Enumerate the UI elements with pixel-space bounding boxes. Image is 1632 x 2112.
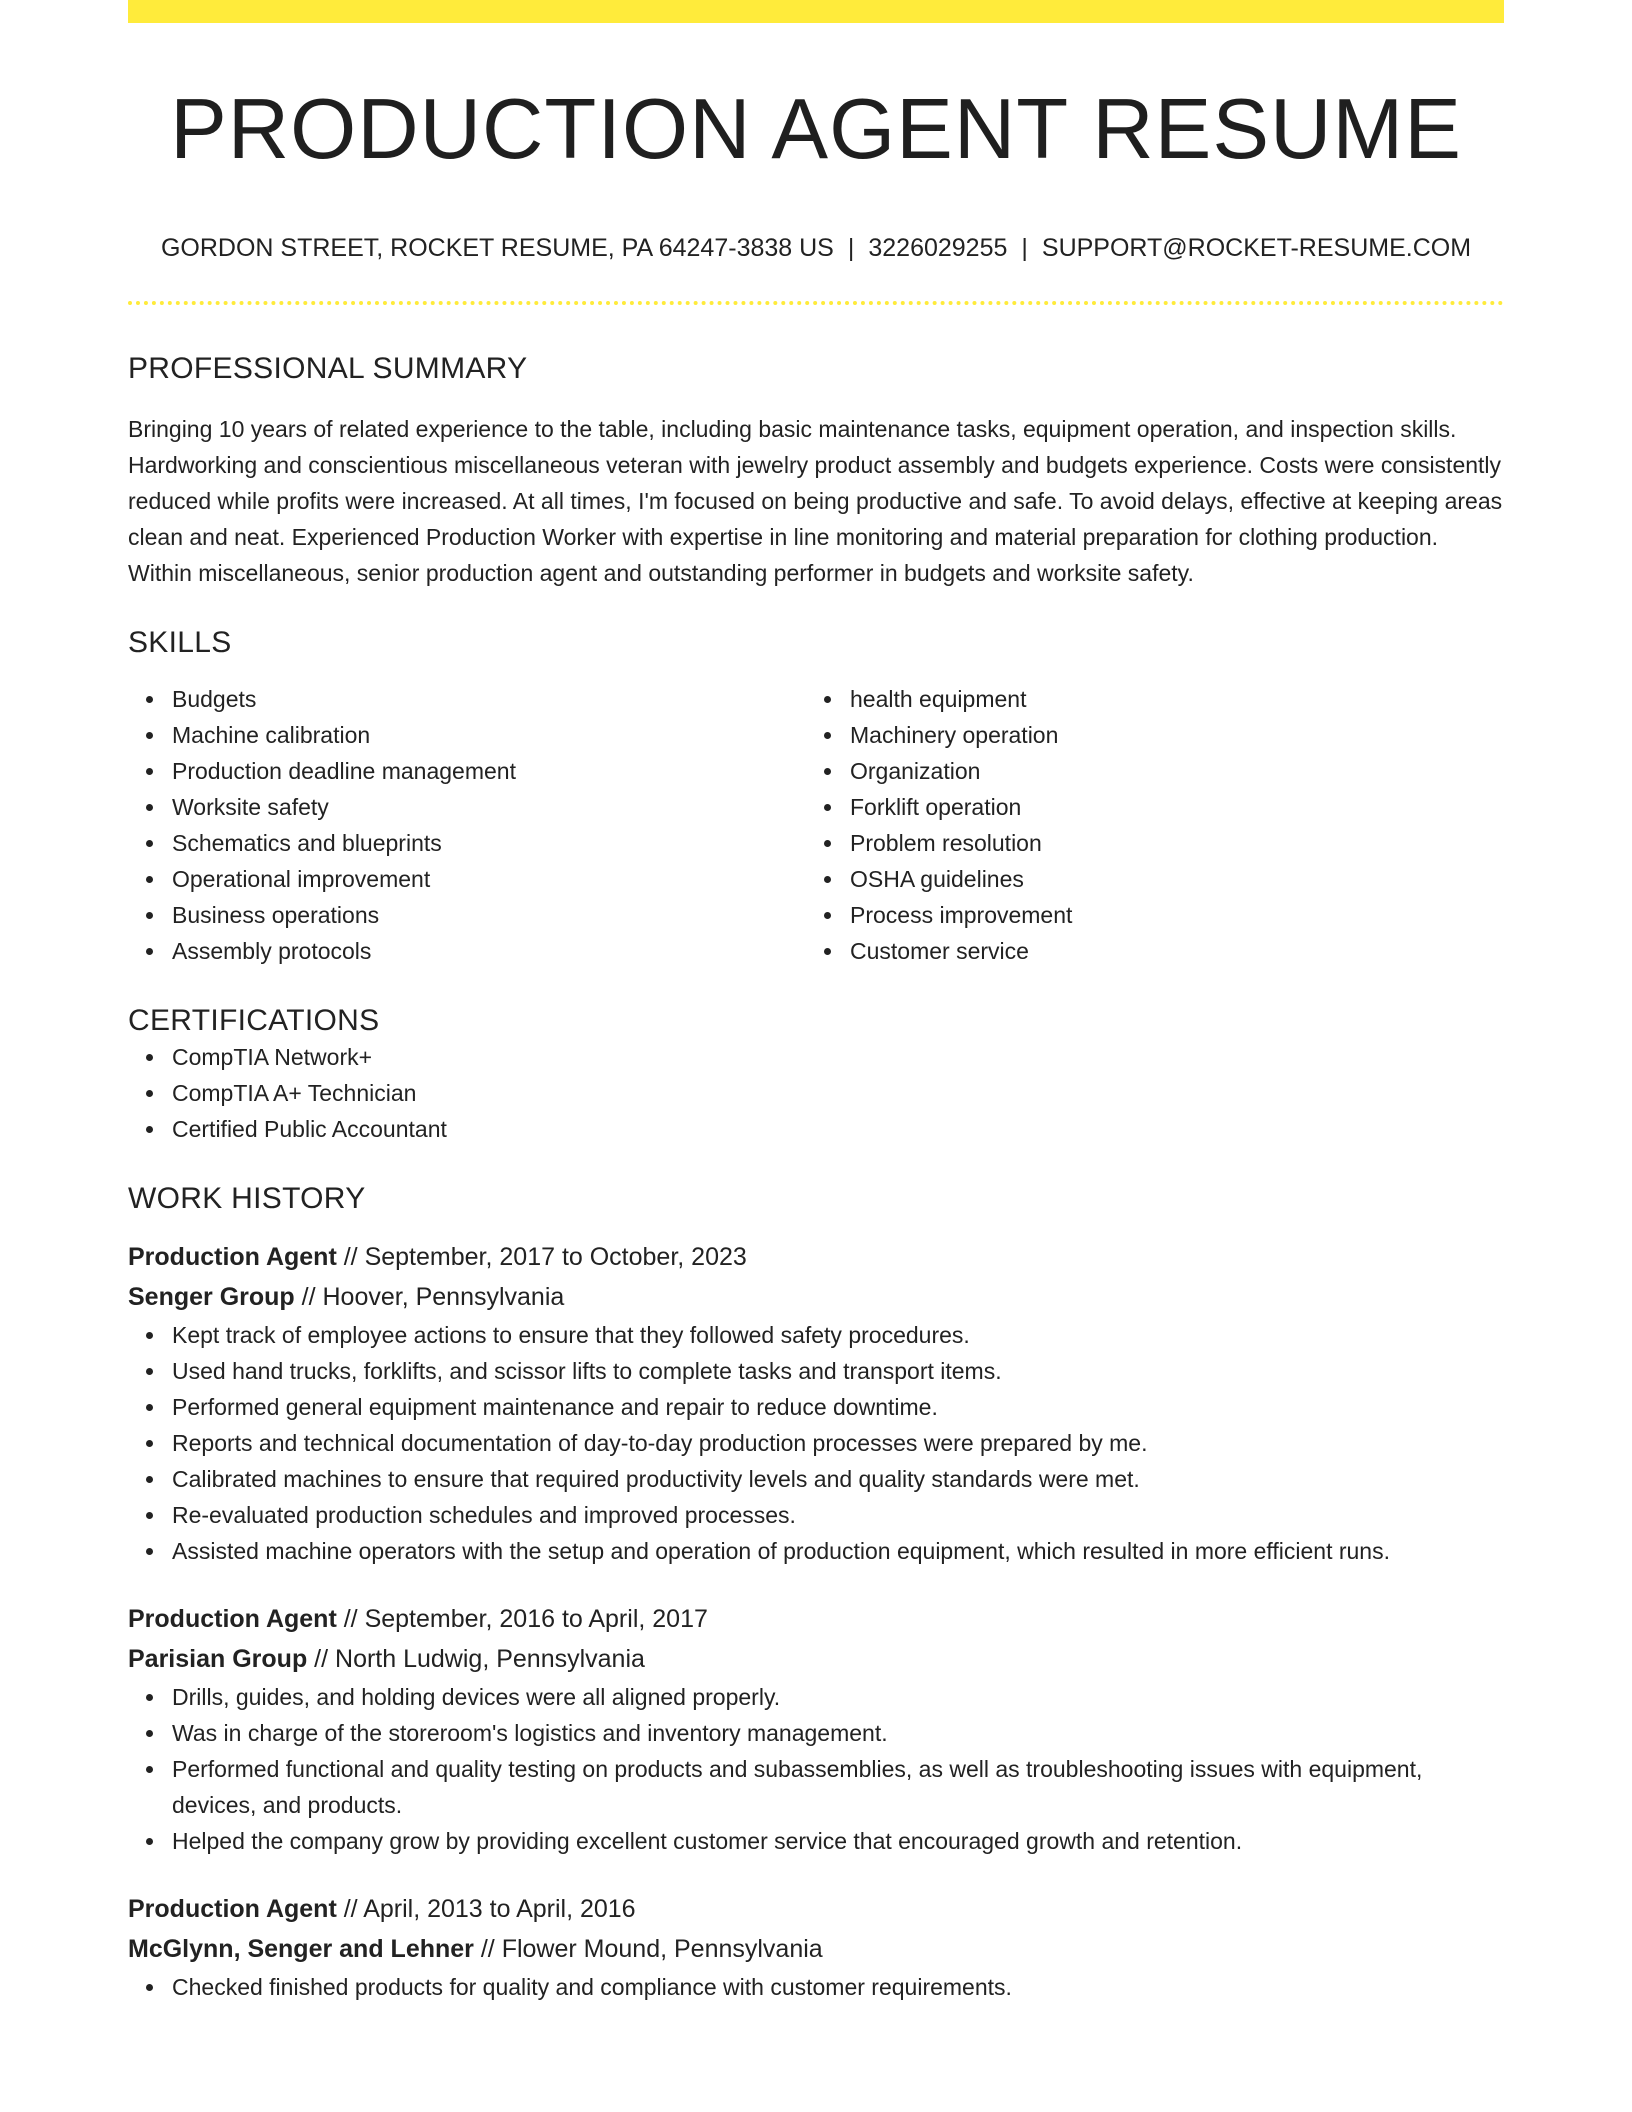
job-duty: Used hand trucks, forklifts, and scissor lifts to complete tasks and transport items. (172, 1353, 1504, 1389)
contact-address: GORDON STREET, ROCKET RESUME, PA 64247-3838 US (160, 233, 834, 262)
certifications-list (128, 1039, 1504, 1147)
job-title-line (128, 1237, 1504, 1277)
skills-grid (128, 681, 1504, 969)
contact-separator: | (1021, 233, 1028, 262)
job-duty: Performed general equipment maintenance and repair to reduce downtime. (172, 1389, 1504, 1425)
skills-heading: SKILLS (128, 625, 232, 659)
skill-item: Process improvement (850, 897, 1484, 933)
job-divider: // (294, 1282, 323, 1311)
job-duty: Re-evaluated production schedules and improved processes. (172, 1497, 1504, 1533)
job-divider: // (336, 1894, 364, 1923)
job-duties (128, 1317, 1504, 1569)
job-duty: Performed functional and quality testing on products and subassemblies, as well as troubleshooting issues with equipment, devices, and products. (172, 1751, 1504, 1823)
job-dates: April, 2013 to April, 2016 (363, 1894, 636, 1923)
contact-phone: 3226029255 (868, 233, 1008, 262)
job-entry (128, 1599, 1504, 1859)
skill-item: Budgets (172, 681, 806, 717)
job-title-line (128, 1599, 1504, 1639)
job-duty: Helped the company grow by providing excellent customer service that encouraged growth and retention. (172, 1823, 1504, 1859)
certification-item: CompTIA Network+ (172, 1039, 1504, 1075)
contact-email: SUPPORT@ROCKET-RESUME.COM (1041, 233, 1472, 262)
job-company-line (128, 1929, 1504, 1969)
summary-text: Bringing 10 years of related experience to the table, including basic maintenance tasks, equipment operation, and inspection skills. Hardworking and conscientious miscellaneous veteran with jewelry product assembly and budgets experience. Costs were consistently reduced while profits were increased. At all times, I'm focused on being productive and safe. To avoid delays, effective at keeping areas clean and neat. Experienced Production Worker with expertise in line monitoring and material preparation for clothing production. Within miscellaneous, senior production agent and outstanding performer in budgets and worksite safety. (128, 415, 1503, 586)
skill-item: health equipment (850, 681, 1484, 717)
job-title: Production Agent (128, 1242, 337, 1271)
job-company: Parisian Group (128, 1644, 308, 1673)
job-divider: // (336, 1242, 365, 1271)
job-divider: // (307, 1644, 336, 1673)
skill-item: Worksite safety (172, 789, 806, 825)
header-divider (128, 301, 1504, 305)
contact-separator: | (847, 233, 855, 262)
certification-item: Certified Public Accountant (172, 1111, 1504, 1147)
job-entry (128, 1237, 1504, 1569)
skill-item: Machinery operation (850, 717, 1484, 753)
skill-item: OSHA guidelines (850, 861, 1484, 897)
job-company-line (128, 1639, 1504, 1679)
summary-heading: PROFESSIONAL SUMMARY (128, 351, 528, 385)
job-title: Production Agent (128, 1604, 337, 1633)
skill-item: Operational improvement (172, 861, 806, 897)
job-duty: Checked finished products for quality and compliance with customer requirements. (172, 1969, 1504, 2005)
skill-item: Schematics and blueprints (172, 825, 806, 861)
skill-item: Business operations (172, 897, 806, 933)
work-history-heading: WORK HISTORY (128, 1181, 366, 1215)
job-duty: Kept track of employee actions to ensure that they followed safety procedures. (172, 1317, 1504, 1353)
job-company: McGlynn, Senger and Lehner (128, 1934, 474, 1963)
resume-page (128, 0, 1504, 2005)
job-duties (128, 1969, 1504, 2005)
skills-list-left (128, 681, 806, 969)
job-divider: // (336, 1604, 365, 1633)
skill-item: Forklift operation (850, 789, 1484, 825)
job-dates: September, 2016 to April, 2017 (364, 1604, 708, 1633)
job-location: Hoover, Pennsylvania (322, 1282, 565, 1311)
job-duty: Was in charge of the storeroom's logistics and inventory management. (172, 1715, 1504, 1751)
job-company: Senger Group (128, 1282, 295, 1311)
skill-item: Machine calibration (172, 717, 806, 753)
certifications-heading: CERTIFICATIONS (128, 1003, 380, 1037)
job-title: Production Agent (128, 1894, 337, 1923)
job-duty: Drills, guides, and holding devices were all aligned properly. (172, 1679, 1504, 1715)
contact-line (128, 233, 1504, 263)
job-entry (128, 1889, 1504, 2005)
skill-item: Production deadline management (172, 753, 806, 789)
job-company-line (128, 1277, 1504, 1317)
job-duties (128, 1679, 1504, 1859)
skills-list-right (806, 681, 1484, 969)
job-duty: Assisted machine operators with the setup and operation of production equipment, which resulted in more efficient runs. (172, 1533, 1504, 1569)
job-duty: Calibrated machines to ensure that required productivity levels and quality standards were met. (172, 1461, 1504, 1497)
top-accent-bar (128, 0, 1504, 23)
job-dates: September, 2017 to October, 2023 (364, 1242, 747, 1271)
job-duty: Reports and technical documentation of day-to-day production processes were prepared by me. (172, 1425, 1504, 1461)
certification-item: CompTIA A+ Technician (172, 1075, 1504, 1111)
job-title-line (128, 1889, 1504, 1929)
skill-item: Organization (850, 753, 1484, 789)
job-location: North Ludwig, Pennsylvania (335, 1644, 645, 1673)
job-location: Flower Mound, Pennsylvania (501, 1934, 823, 1963)
skill-item: Problem resolution (850, 825, 1484, 861)
job-divider: // (473, 1934, 502, 1963)
skill-item: Assembly protocols (172, 933, 806, 969)
skill-item: Customer service (850, 933, 1484, 969)
resume-title: PRODUCTION AGENT RESUME (170, 82, 1462, 177)
